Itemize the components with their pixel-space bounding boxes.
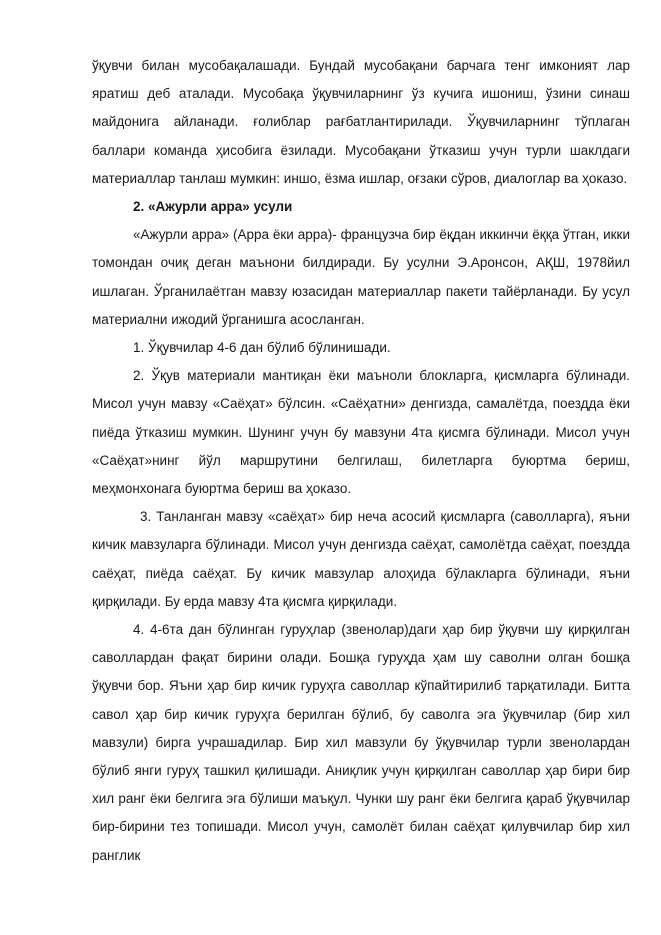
document-page [92, 52, 630, 870]
list-item-2: 2. Ўқув материали мантиқан ёки маъноли блокларга, қисмларга бўлинади. Мисол учун мавзу «Саёҳат» бўлсин. «Саёҳатни» денгизда, самалётда, поездда ёки пиёда ўтказиш мумкин. Шунинг учун бу мавзуни 4та қисмга бўлинади. Мисол учун «Саёҳат»нинг йўл маршрутини белгилаш, билетларга буюртма бериш, меҳмонхонага буюртма бериш ва ҳоказо. [92, 368, 630, 497]
paragraph-method-description: «Ажурли арра» (Арра ёки арра)- французча бир ёқдан иккинчи ёққа ўтган, икки томондан очиқ деган маънони билдиради. Бу усулни Э.Аронсон, АҚШ, 1978йил ишлаган. Ўрганилаётган мавзу юзасидан материаллар пакети тайёрланади. Бу усул материални ижодий ўрганишга асосланган. [92, 227, 630, 327]
section-heading: 2. «Ажурли арра» усули [133, 199, 293, 215]
list-item-4: 4. 4-6та дан бўлинган гуруҳлар (звенолар)даги ҳар бир ўқувчи шу қирқилган саволлардан фақат бирини олади. Бошқа гуруҳда ҳам шу саволни олган бошқа ўқувчи бор. Яъни ҳар бир кичик гуруҳга саволлар кўпайтирилиб тарқатилади. Битта савол ҳар бир кичик гуруҳга берилган бўлиб, бу саволга эга ўқувчилар (бир хил мавзули) бирга учрашадилар. Бир хил мавзули бу ўқувчилар турли звенолардан бўлиб янги гуруҳ ташкил қилишади. Аниқлик учун қирқилган саволлар ҳар бири бир хил ранг ёки белгига эга бўлиши маъқул. Чунки шу ранг ёки белгига қараб ўқувчилар бир-бирини тез топишади. Мисол учун, самолёт билан саёҳат қилувчилар бир хил ранглик [92, 622, 630, 863]
list-item-1: 1. Ўқувчилар 4-6 дан бўлиб бўлинишади. [133, 340, 391, 356]
paragraph-intro: ўқувчи билан мусобақалашади. Бундай мусобақани барчага тенг имконият лар яратиш деб аталади. Мусобақа ўқувчиларнинг ўз кучига ишониш, ўзини синаш майдонига айланади. ғолиблар рағбатлантирилади. Ўқувчиларнинг тўплаган баллари команда ҳисобига ёзилади. Мусобақани ўтказиш учун турли шаклдаги материаллар танлаш мумкин: иншо, ёзма ишлар, оғзаки сўров, диалоглар ва ҳоказо. [92, 58, 630, 186]
list-item-3: 3. Танланган мавзу «саёҳат» бир неча асосий қисмларга (саволларга), яъни кичик мавзуларга бўлинади. Мисол учун денгизда саёҳат, самолётда саёҳат, поездда саёҳат, пиёда саёҳат. Бу кичик мавзулар алоҳида бўлакларга бўлинади, яъни қирқилади. Бу ерда мавзу 4та қисмга қирқилади. [92, 509, 630, 609]
